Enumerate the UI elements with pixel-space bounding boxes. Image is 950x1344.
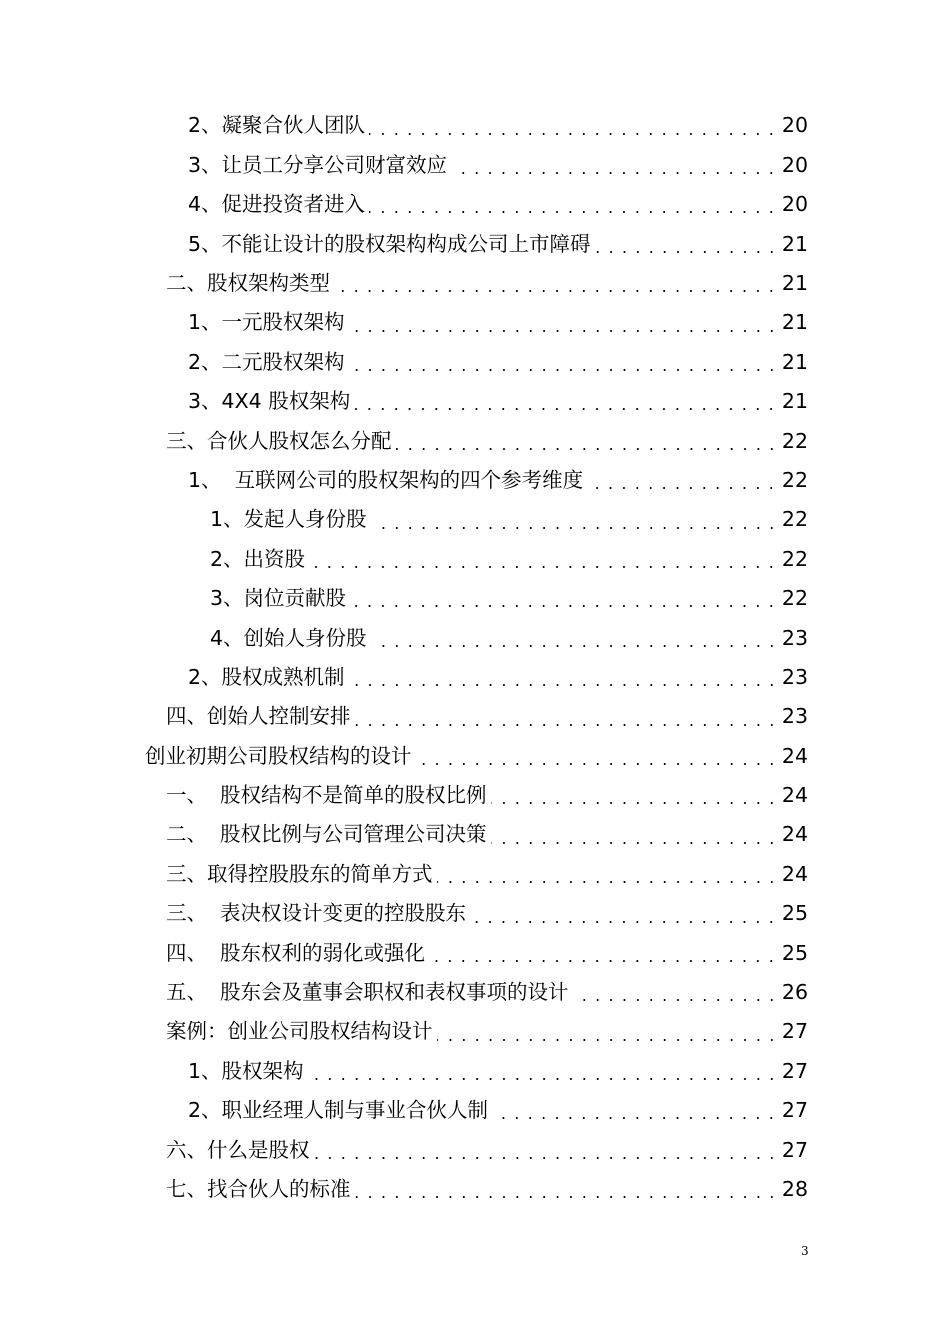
toc-entry-title: 六、什么是股权 [166,1140,314,1161]
toc-entry[interactable] [0,618,950,657]
toc-entry-page: 21 [778,234,808,255]
toc-entry[interactable] [0,657,950,696]
toc-entry[interactable] [0,1130,950,1169]
toc-entry-page: 20 [778,194,808,215]
toc-entry[interactable] [0,421,950,460]
dot-leader [314,1157,779,1159]
dot-leader [492,1117,778,1119]
toc-entry-title: 2、出资股 [210,549,309,570]
dot-leader [396,448,779,450]
toc-entry-page: 24 [778,785,808,806]
dot-leader [369,133,778,135]
toc-entry-title: 四、创始人控制安排 [166,706,355,727]
toc-entry-title: 创业初期公司股权结构的设计 [145,746,416,767]
dot-leader [451,172,778,174]
toc-entry-page: 25 [778,943,808,964]
toc-entry-page: 22 [778,470,808,491]
toc-entry-title: 3、岗位贡献股 [210,588,350,609]
toc-entry[interactable] [0,776,950,815]
toc-entry-title: 五、 股东会及董事会职权和表权事项的设计 [166,982,573,1003]
toc-entry-page: 27 [778,1100,808,1121]
toc-entry-page: 23 [778,706,808,727]
toc-entry[interactable] [0,303,950,342]
toc-entry[interactable] [0,1012,950,1051]
toc-entry[interactable] [0,815,950,854]
dot-leader [437,1039,779,1041]
dot-leader [491,802,778,804]
toc-entry-title: 3、让员工分享公司财富效应 [188,155,451,176]
toc-entry[interactable] [0,894,950,933]
dot-leader [355,724,779,726]
toc-entry[interactable] [0,539,950,578]
toc-entry-page: 26 [778,982,808,1003]
toc-entry[interactable] [0,224,950,263]
toc-entry[interactable] [0,1051,950,1090]
toc-entry-title: 2、股权成熟机制 [188,667,349,688]
toc-entry-title: 三、 表决权设计变更的控股股东 [166,903,470,924]
toc-entry-title: 4、促进投资者进入 [188,194,369,215]
toc-entry-page: 21 [778,312,808,333]
toc-entry[interactable] [0,697,950,736]
toc-entry-page: 22 [778,549,808,570]
table-of-contents [0,106,950,1209]
dot-leader [309,566,778,568]
toc-entry-page: 21 [778,391,808,412]
toc-entry-page: 25 [778,903,808,924]
dot-leader [371,645,778,647]
toc-entry-page: 23 [778,628,808,649]
toc-entry-title: 1、 互联网公司的股权架构的四个参考维度 [188,470,587,491]
dot-leader [429,960,778,962]
toc-entry[interactable] [0,933,950,972]
toc-entry[interactable] [0,736,950,775]
toc-entry-title: 1、发起人身份股 [210,509,371,530]
toc-entry-title: 七、找合伙人的标准 [166,1179,355,1200]
toc-entry-page: 20 [778,155,808,176]
dot-leader [416,763,779,765]
toc-entry-title: 案例：创业公司股权结构设计 [166,1021,437,1042]
toc-entry-page: 28 [778,1179,808,1200]
toc-entry-title: 三、合伙人股权怎么分配 [166,431,396,452]
toc-entry[interactable] [0,461,950,500]
dot-leader [595,251,778,253]
toc-entry-page: 24 [778,864,808,885]
dot-leader [334,290,778,292]
toc-entry-page: 21 [778,273,808,294]
toc-entry-page: 21 [778,352,808,373]
dot-leader [349,684,778,686]
toc-entry-title: 三、取得控股股东的简单方式 [166,864,437,885]
toc-entry[interactable] [0,1091,950,1130]
toc-entry[interactable] [0,145,950,184]
dot-leader [573,999,778,1001]
toc-entry[interactable] [0,106,950,145]
dot-leader [470,921,778,923]
dot-leader [350,605,778,607]
toc-entry-title: 四、 股东权利的弱化或强化 [166,943,429,964]
dot-leader [308,1078,778,1080]
toc-entry[interactable] [0,185,950,224]
toc-entry-page: 27 [778,1021,808,1042]
dot-leader [354,408,778,410]
toc-entry-title: 3、4X4 股权架构 [188,391,354,412]
page-number: 3 [801,1244,809,1258]
toc-entry-page: 22 [778,588,808,609]
dot-leader [587,487,778,489]
toc-entry-page: 27 [778,1061,808,1082]
toc-entry[interactable] [0,382,950,421]
toc-entry-title: 2、二元股权架构 [188,352,349,373]
toc-entry-page: 22 [778,509,808,530]
dot-leader [491,842,778,844]
toc-entry[interactable] [0,342,950,381]
dot-leader [349,330,778,332]
toc-entry[interactable] [0,500,950,539]
toc-entry-title: 二、股权架构类型 [166,273,334,294]
toc-entry[interactable] [0,973,950,1012]
toc-entry[interactable] [0,264,950,303]
toc-entry-page: 23 [778,667,808,688]
dot-leader [437,881,779,883]
toc-entry[interactable] [0,579,950,618]
toc-entry-page: 24 [778,824,808,845]
dot-leader [371,527,778,529]
toc-entry-title: 2、凝聚合伙人团队 [188,115,369,136]
toc-entry-title: 1、一元股权架构 [188,312,349,333]
dot-leader [355,1196,779,1198]
toc-entry-title: 二、 股权比例与公司管理公司决策 [166,824,491,845]
toc-entry-page: 27 [778,1140,808,1161]
toc-entry-page: 24 [778,746,808,767]
toc-entry-title: 一、 股权结构不是简单的股权比例 [166,785,491,806]
dot-leader [349,369,778,371]
toc-entry-title: 5、不能让设计的股权架构构成公司上市障碍 [188,234,595,255]
toc-entry-page: 20 [778,115,808,136]
toc-entry-title: 4、创始人身份股 [210,628,371,649]
toc-entry-title: 1、股权架构 [188,1061,308,1082]
toc-entry[interactable] [0,1170,950,1209]
toc-entry[interactable] [0,854,950,893]
dot-leader [369,211,778,213]
toc-entry-title: 2、职业经理人制与事业合伙人制 [188,1100,492,1121]
toc-entry-page: 22 [778,431,808,452]
